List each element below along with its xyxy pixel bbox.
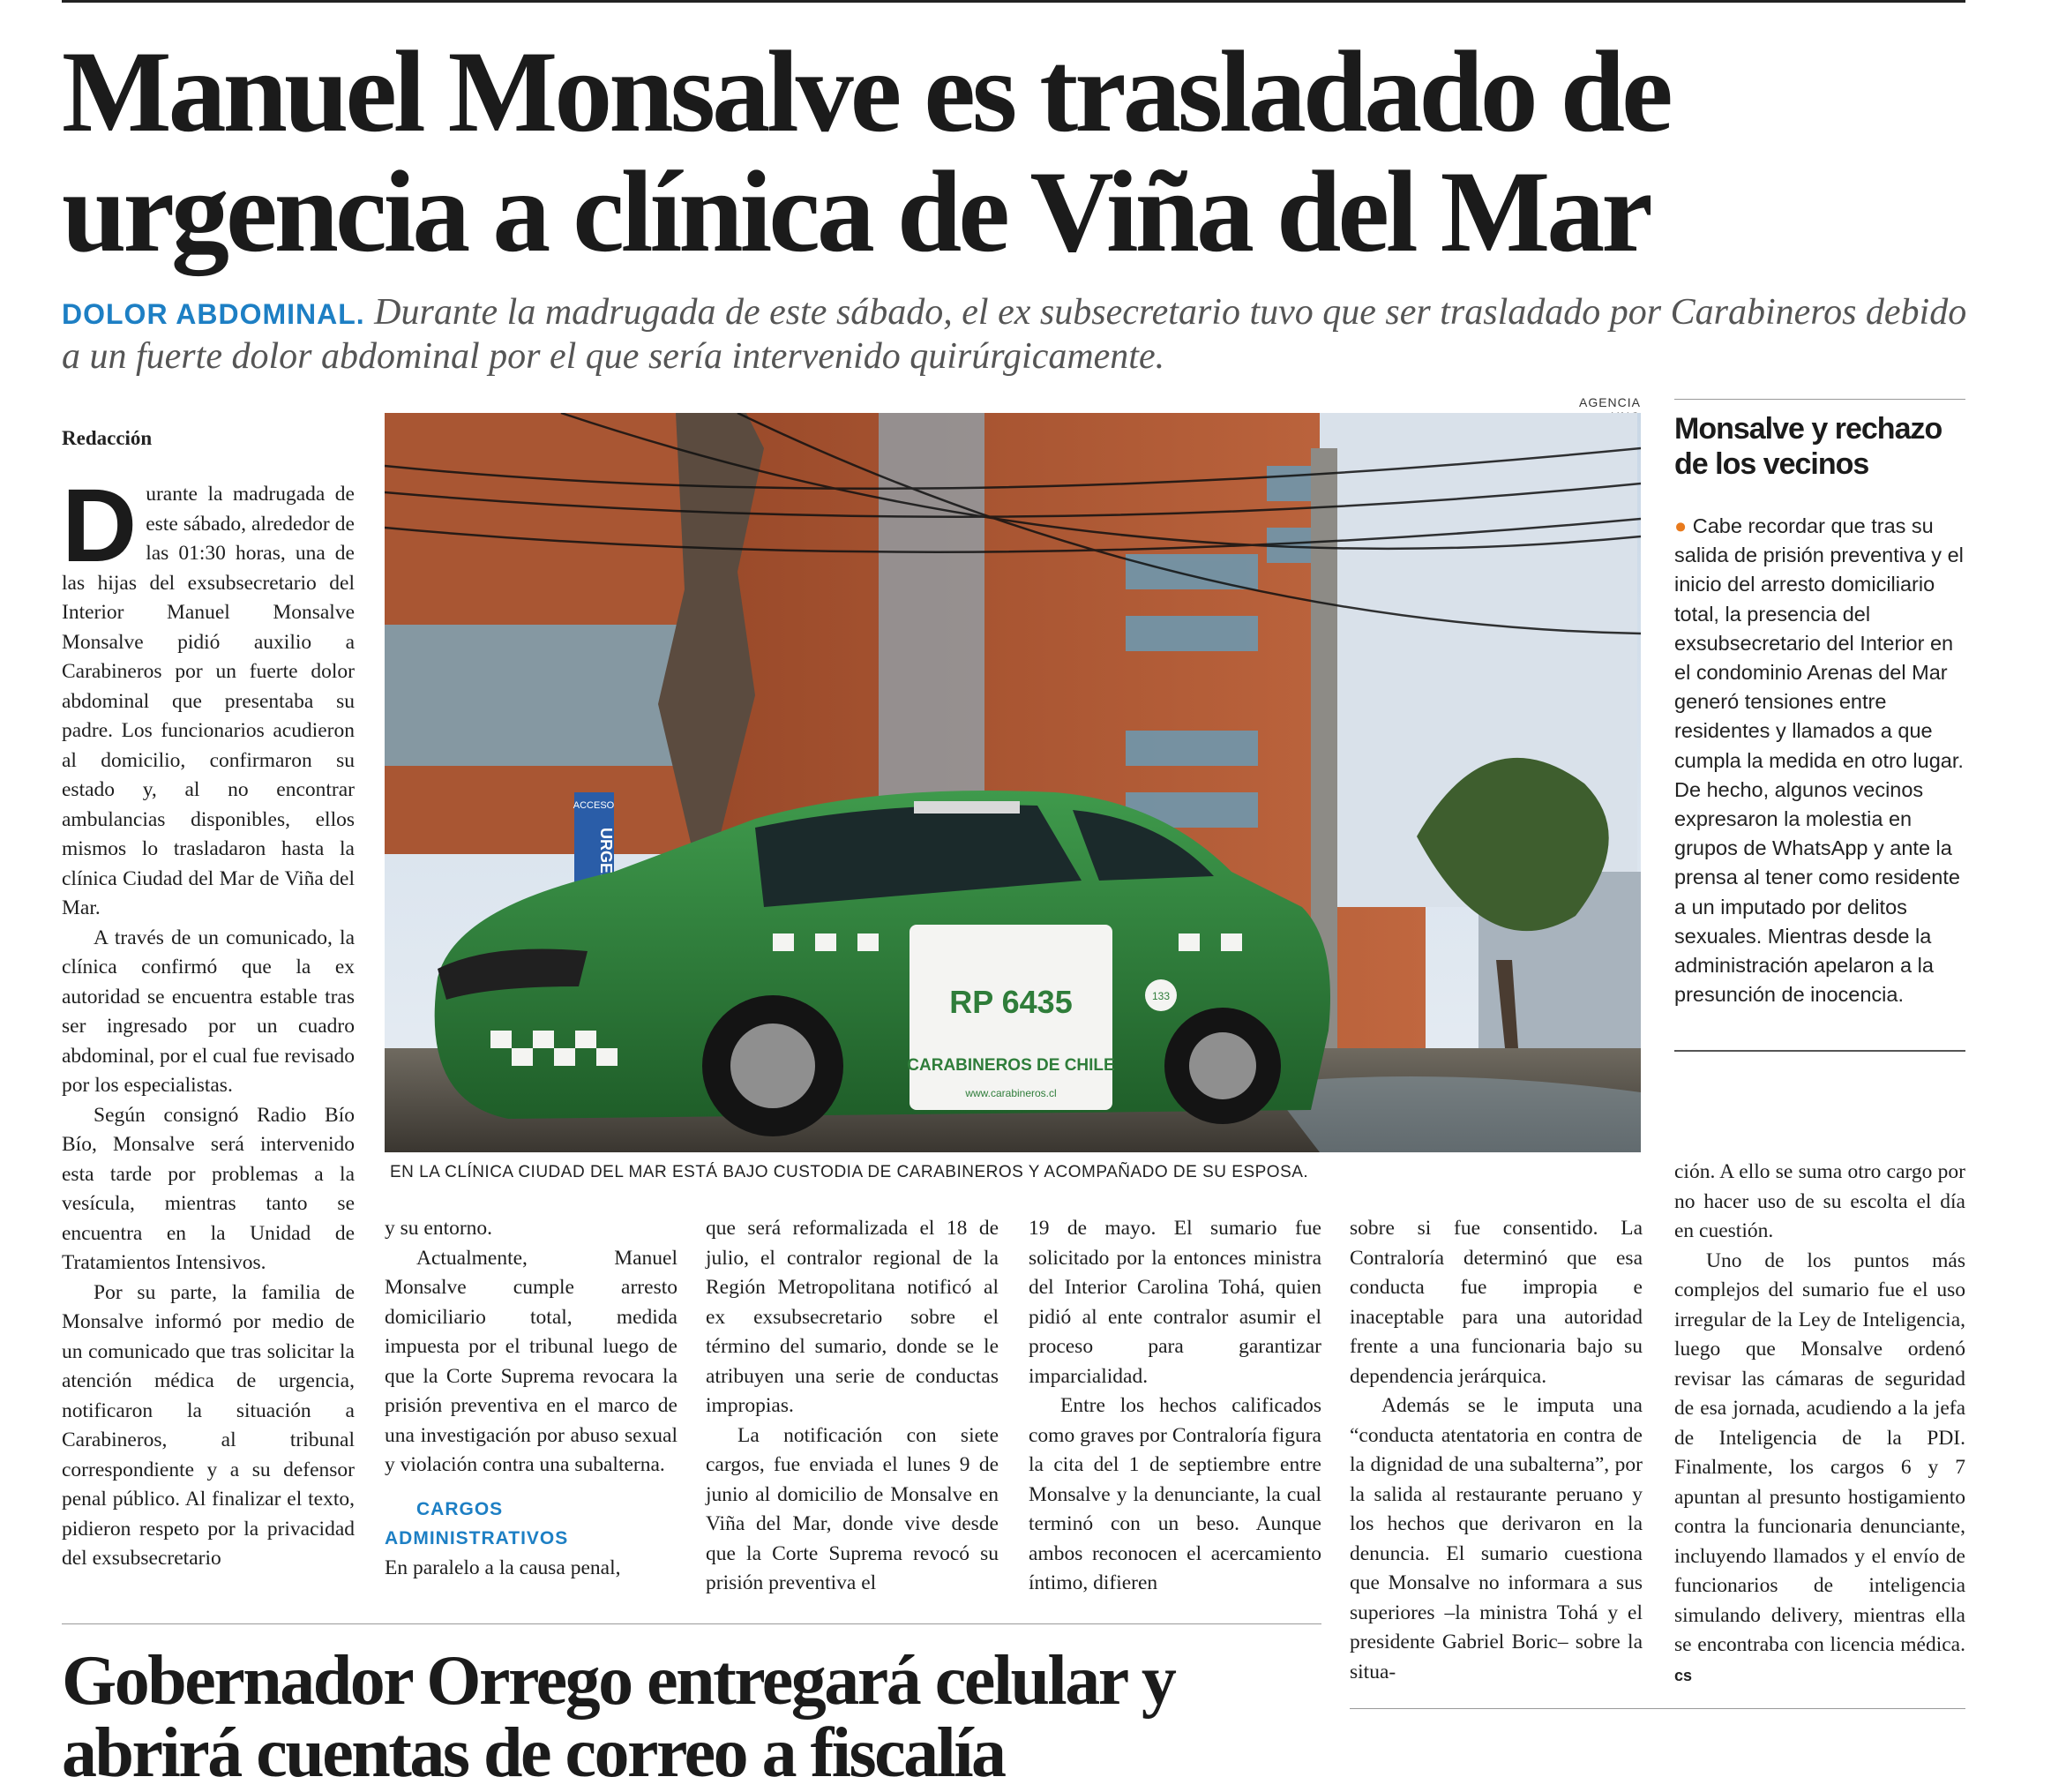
paragraph: Además se le imputa una “conducta atentatoria en contra de la dignidad de una subalterna”, por la salida al restaurante peruano y los hechos que derivaron en la denuncia. El sumario cuestiona que Monsalve no informara a sus superiores –la ministra Tohá y el presidente Gabriel Boric– sobre la situa- xyxy=(1350,1394,1643,1683)
photo-caption: EN LA CLÍNICA CIUDAD DEL MAR ESTÁ BAJO CUSTODIA DE CARABINEROS Y ACOMPAÑADO DE SU ESPOSA. xyxy=(390,1163,1309,1181)
paragraph: y su entorno. xyxy=(385,1217,493,1240)
secondary-headline: Gobernador Orrego entregará celular y abrirá cuentas de correo a fiscalía xyxy=(62,1642,1175,1792)
paragraph: ción. A ello se suma otro cargo por no hacer uso de su escolta el día en cuestión. xyxy=(1674,1160,1965,1242)
column-3 xyxy=(706,1214,999,1599)
paragraph: Según consignó Radio Bío Bío, Monsalve será intervenido esta tarde por problemas a la vesícula, mientras tanto se encuentra en la Unidad de Tratamientos Intensivos. xyxy=(62,1103,355,1274)
access-sign-text: ACCESO xyxy=(573,800,615,811)
car-url-text: www.carabineros.cl xyxy=(965,1087,1057,1099)
top-rule xyxy=(62,0,1965,3)
byline: Redacción xyxy=(62,427,153,449)
paragraph: La notificación con siete cargos, fue enviada el lunes 9 de junio al domicilio de Monsalve en Viña del Mar, donde vive desde que la Corte Suprema revocó su prisión preventiva el xyxy=(706,1423,999,1594)
paragraph: que será reformalizada el 18 de julio, el contralor regional de la Región Metropolitana notificó al ex exsubsecretario sobre el término del sumario, donde se le atribuyen una serie de conductas impropias. xyxy=(706,1217,999,1417)
sidebar-title: Monsalve y rechazo de los vecinos xyxy=(1674,412,1942,481)
column-2 xyxy=(385,1214,677,1583)
paragraph: Entre los hechos calificados como graves por Contraloría figura la cita del 1 de septiembre entre Monsalve y la denunciante, la cual terminó con un beso. Aunque ambos reconocen el acercamiento íntimo, difieren xyxy=(1029,1394,1321,1594)
paragraph: Uno de los puntos más complejos del sumario fue el uso irregular de la Ley de Inteligencia, luego que Monsalve ordenó revisar las cámaras de seguridad de esa jornada, acudiendo a la jefa de Inteligencia de la PDI. Finalmente, los cargos 6 y 7 apuntan al presunto hostigamiento contra la funcionaria denunciante, incluyendo llamados y el envío de funcionarios de inteligencia simulando delivery, mientras ella se encontraba con licencia médica. cs xyxy=(1674,1248,1965,1684)
photo-credit: AGENCIA xyxy=(1578,395,1641,409)
column-bottom-rule xyxy=(1350,1708,1965,1709)
column-4 xyxy=(1029,1214,1321,1599)
bullet-icon: ● xyxy=(1674,514,1688,537)
deck-kicker: DOLOR ABDOMINAL. xyxy=(62,298,365,330)
urgency-sign-text: URGEN xyxy=(597,828,615,886)
sidebar-bottom-rule xyxy=(1674,1050,1965,1052)
paragraph: Actualmente, Manuel Monsalve cumple arresto domiciliario total, medida impuesta por el tribunal luego de que la Corte Suprema revocara la prisión preventiva en el marco de una investigación por abuso sexual y violación contra una subalterna. xyxy=(385,1246,677,1476)
deck-text: Durante la madrugada de este sábado, el ex subsecretario tuvo que ser trasladado por Carabineros debido a un fuerte dolor abdominal por el que sería intervenido quirúrgicamente. xyxy=(62,292,1967,377)
sidebar-text: Cabe recordar que tras su salida de prisión preventiva y el inicio del arresto domiciliario total, la presencia del exsubsecretario del Interior en el condominio Arenas del Mar generó tensiones entre residentes y llamados a que cumpla la medida en otro lugar. De hecho, algunos vecinos expresaron la molestia en grupos de WhatsApp y ante la prensa al tener como residente a un imputado por delitos sexuales. Mientras desde la administración apelaron a la presunción de inocencia. xyxy=(1674,514,1964,1007)
paragraph: 19 de mayo. El sumario fue solicitado por la entonces ministra del Interior Carolina Tohá, quien pidió al ente contralor asumir el proceso para garantizar imparcialidad. xyxy=(1029,1217,1321,1388)
photo-police-car xyxy=(385,413,1641,1152)
end-mark-icon: cs xyxy=(1674,1666,1693,1684)
paragraph: Por su parte, la familia de Monsalve informó por medio de un comunicado que tras solicitar la atención médica de urgencia, notificaron la situación a Carabineros, al tribunal correspondiente y a su defensor penal público. Al finalizar el texto, pidieron respeto por la privacidad del exsubsecretario xyxy=(62,1280,355,1570)
sidebar-top-rule xyxy=(1674,399,1965,400)
headline: Manuel Monsalve es trasladado de urgencia a clínica de Viña del Mar xyxy=(62,26,1670,276)
paragraph: sobre si fue consentido. La Contraloría determinó que esa conducta fue impropia e inaceptable para una autoridad frente a una funcionaria bajo su dependencia jerárquica. xyxy=(1350,1217,1643,1388)
car-plate-text: RP 6435 xyxy=(949,984,1073,1020)
dropcap: D xyxy=(62,468,138,584)
car-unit-text: 133 xyxy=(1151,990,1171,1002)
paragraph: En paralelo a la causa penal, xyxy=(385,1556,621,1579)
sidebar-body xyxy=(1674,512,1965,1009)
story-bottom-rule xyxy=(62,1623,1321,1624)
column-1 xyxy=(62,468,355,1574)
section-subhead: CARGOS ADMINISTRATIVOS xyxy=(385,1498,569,1548)
column-6 xyxy=(1674,1158,1965,1691)
column-5 xyxy=(1350,1214,1643,1687)
paragraph: A través de un comunicado, la clínica confirmó que la ex autoridad se encuentra estable tras ser ingresado por un cuadro abdominal, por el cual fue revisado por los especialistas. xyxy=(62,926,355,1097)
car-agency-text: CARABINEROS DE CHILE xyxy=(907,1056,1115,1075)
deck xyxy=(62,291,1985,378)
lead-paragraph: Durante la madrugada de este sábado, alrededor de las 01:30 horas, una de las hijas del exsubsecretario del Interior Manuel Monsalve Monsalve pidió auxilio a Carabineros por un fuerte dolor abdominal que presentaba su padre. Los funcionarios acudieron al domicilio, confirmaron su estado y, al no encontrar ambulancias disponibles, ellos mismos lo trasladaron hasta la clínica Ciudad del Mar de Viña del Mar. xyxy=(62,468,355,919)
